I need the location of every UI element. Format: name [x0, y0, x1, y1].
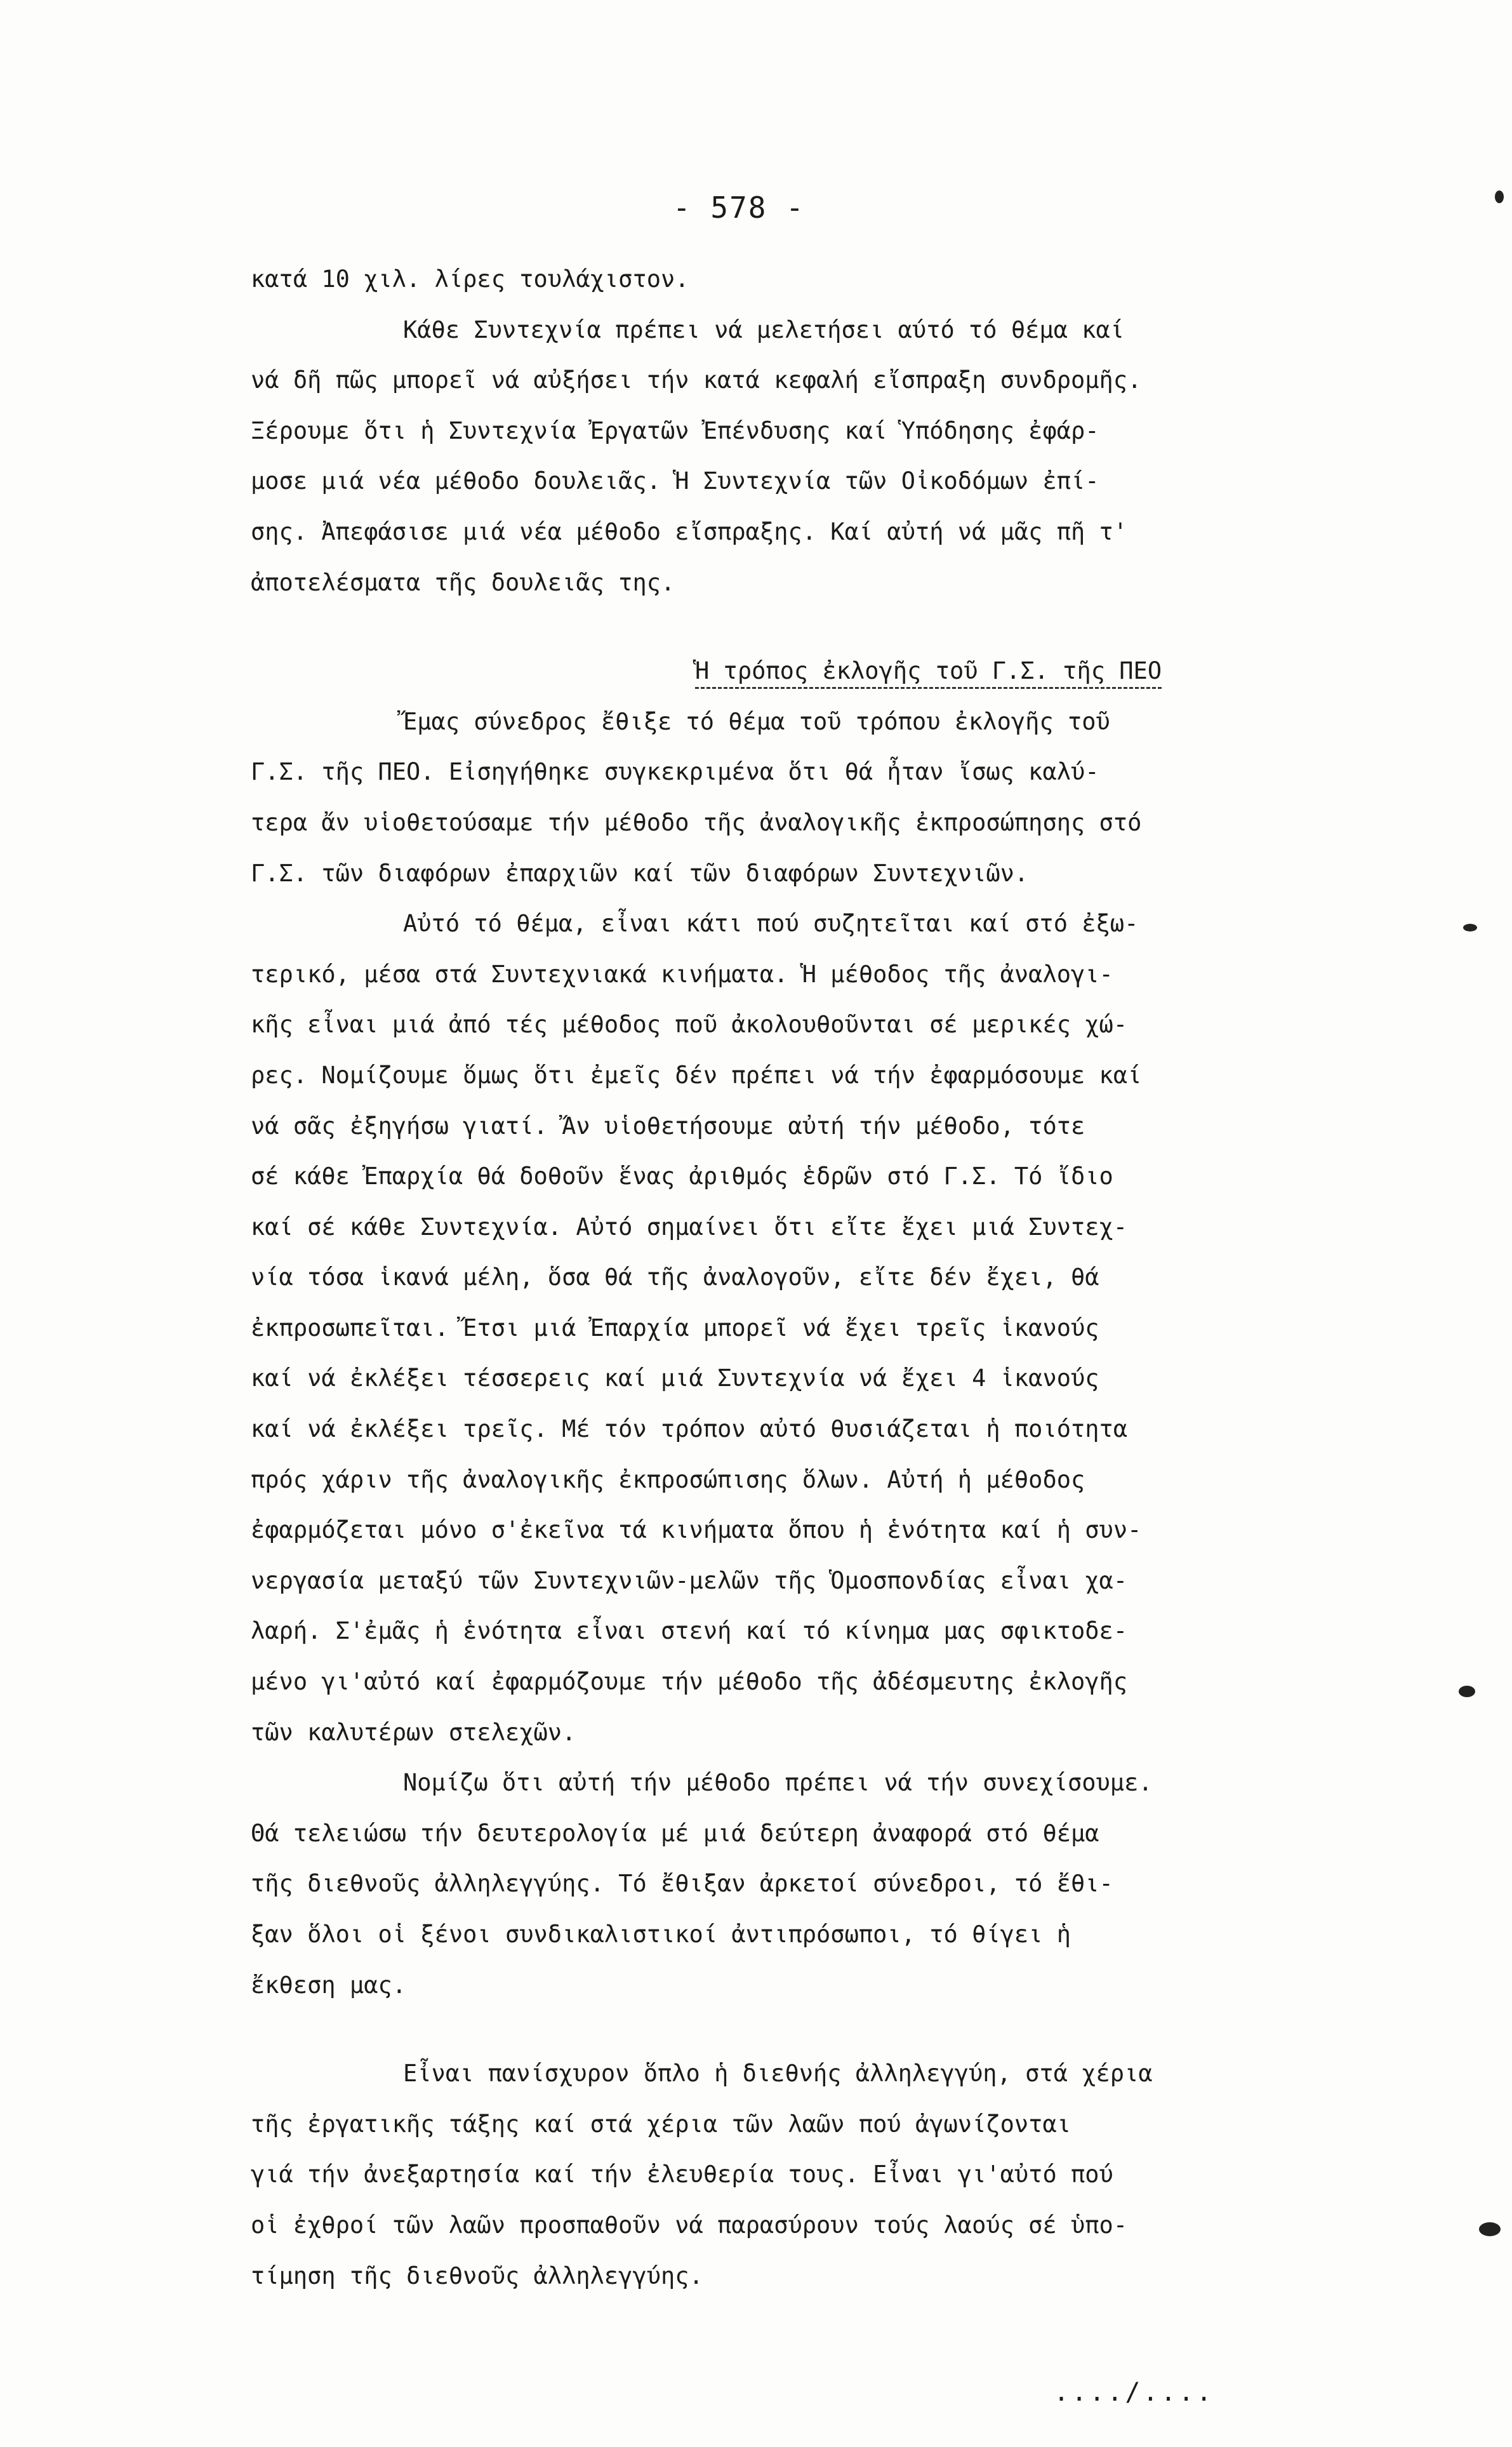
- paragraph-gap: [251, 608, 1343, 646]
- document-body: [251, 254, 1343, 2301]
- text-line: Γ.Σ. τῶν διαφόρων ἐπαρχιῶν καί τῶν διαφόρων Συντεχνιῶν.: [251, 859, 1029, 887]
- text-line: Εἶναι πανίσχυρον ὅπλο ἡ διεθνής ἀλληλεγγύη, στά χέρια: [403, 2060, 1153, 2088]
- section-heading: [251, 646, 1343, 697]
- text-line: σέ κάθε Ἐπαρχία θά δοθοῦν ἕνας ἀριθμός ἑδρῶν στό Γ.Σ. Τό ἴδιο: [251, 1163, 1113, 1190]
- text-line: τίμηση τῆς διεθνοῦς ἀλληλεγγύης.: [251, 2262, 703, 2290]
- text-line: νά δῆ πῶς μπορεῖ νά αὐξήσει τήν κατά κεφαλή εἴσπραξη συνδρομῆς.: [251, 366, 1142, 394]
- text-line: τερα ἄν υἱοθετούσαμε τήν μέθοδο τῆς ἀναλογικῆς ἐκπροσώπησης στό: [251, 808, 1142, 836]
- text-line: κῆς εἶναι μιά ἀπό τές μέθοδος ποῦ ἀκολουθοῦνται σέ μερικές χώ-: [251, 1011, 1128, 1039]
- text-line: τερικό, μέσα στά Συντεχνιακά κινήματα. Ἡ μέθοδος τῆς ἀναλογι-: [251, 960, 1113, 988]
- scan-speck: [1479, 2222, 1501, 2236]
- text-line: ἐκπροσωπεῖται. Ἔτσι μιά Ἐπαρχία μπορεῖ νά ἔχει τρεῖς ἱκανούς: [251, 1314, 1099, 1342]
- scan-speck: [1495, 190, 1504, 203]
- text-line: Νομίζω ὅτι αὐτή τήν μέθοδο πρέπει νά τήν συνεχίσουμε.: [403, 1769, 1153, 1797]
- text-line: Ξέρουμε ὅτι ἡ Συντεχνία Ἐργατῶν Ἐπένδυσης καί Ὑπόδησης ἐφάρ-: [251, 417, 1099, 444]
- text-line: κατά 10 χιλ. λίρες τουλάχιστον.: [251, 265, 689, 293]
- section-heading-text: Ἡ τρόπος ἐκλογῆς τοῦ Γ.Σ. τῆς ΠΕΟ: [695, 657, 1162, 689]
- text-line: καί σέ κάθε Συντεχνία. Αὐτό σημαίνει ὅτι εἴτε ἔχει μιά Συντεχ-: [251, 1213, 1128, 1241]
- text-line: πρός χάριν τῆς ἀναλογικῆς ἐκπροσώπισης ὅλων. Αὐτή ἡ μέθοδος: [251, 1465, 1085, 1493]
- text-line: ἐφαρμόζεται μόνο σ'ἐκεῖνα τά κινήματα ὅπου ἡ ἑνότητα καί ἡ συν-: [251, 1516, 1142, 1544]
- text-line: Αὐτό τό θέμα, εἶναι κάτι πού συζητεῖται καί στό ἐξω-: [403, 910, 1139, 938]
- paragraph-gap: [251, 2010, 1343, 2048]
- text-line: γιά τήν ἀνεξαρτησία καί τήν ἐλευθερία τους. Εἶναι γι'αὐτό πού: [251, 2161, 1113, 2189]
- scan-speck: [1459, 1686, 1475, 1697]
- text-line: ξαν ὅλοι οἱ ξένοι συνδικαλιστικοί ἀντιπρόσωποι, τό θίγει ἡ: [251, 1921, 1071, 1948]
- text-line: ρες. Νομίζουμε ὅμως ὅτι ἐμεῖς δέν πρέπει νά τήν ἐφαρμόσουμε καί: [251, 1061, 1142, 1089]
- text-line: μοσε μιά νέα μέθοδο δουλειᾶς. Ἡ Συντεχνία τῶν Οἰκοδόμων ἐπί-: [251, 467, 1099, 495]
- text-line: τῆς ἐργατικῆς τάξης καί στά χέρια τῶν λαῶν πού ἀγωνίζονται: [251, 2110, 1071, 2138]
- text-line: τῶν καλυτέρων στελεχῶν.: [251, 1718, 576, 1746]
- scan-speck: [1463, 924, 1477, 931]
- text-line: σης. Ἀπεφάσισε μιά νέα μέθοδο εἴσπραξης. Καί αὐτή νά μᾶς πῆ τ': [251, 517, 1128, 545]
- text-line: Ἔμας σύνεδρος ἔθιξε τό θέμα τοῦ τρόπου ἐκλογῆς τοῦ: [403, 707, 1110, 735]
- text-line: ἔκθεση μας.: [251, 1971, 407, 1999]
- text-line: λαρή. Σ'ἐμᾶς ἡ ἑνότητα εἶναι στενή καί τό κίνημα μας σφικτοδε-: [251, 1617, 1128, 1645]
- text-line: τῆς διεθνοῦς ἀλληλεγγύης. Τό ἔθιξαν ἀρκετοί σύνεδροι, τό ἔθι-: [251, 1870, 1113, 1898]
- continuation-mark: ..../....: [1054, 2378, 1214, 2407]
- text-line: οἱ ἐχθροί τῶν λαῶν προσπαθοῦν νά παρασύρουν τούς λαούς σέ ὑπο-: [251, 2211, 1128, 2239]
- text-line: Θά τελειώσω τήν δευτερολογία μέ μιά δεύτερη ἀναφορά στό θέμα: [251, 1819, 1099, 1847]
- text-line: ἀποτελέσματα τῆς δουλειᾶς της.: [251, 568, 675, 596]
- text-line: καί νά ἐκλέξει τέσσερεις καί μιά Συντεχνία νά ἔχει 4 ἱκανούς: [251, 1364, 1099, 1392]
- text-line: νά σᾶς ἐξηγήσω γιατί. Ἄν υἱοθετήσουμε αὐτή τήν μέθοδο, τότε: [251, 1112, 1085, 1140]
- text-line: Κάθε Συντεχνία πρέπει νά μελετήσει αύτό τό θέμα καί: [403, 316, 1125, 343]
- text-line: Γ.Σ. τῆς ΠΕΟ. Εἰσηγήθηκε συγκεκριμένα ὅτι θά ἦταν ἴσως καλύ-: [251, 758, 1099, 786]
- text-line: νία τόσα ἱκανά μέλη, ὅσα θά τῆς ἀναλογοῦν, εἴτε δέν ἔχει, θά: [251, 1264, 1099, 1291]
- text-line: μένο γι'αὐτό καί ἐφαρμόζουμε τήν μέθοδο τῆς ἀδέσμευτης ἐκλογῆς: [251, 1668, 1128, 1696]
- text-line: καί νά ἐκλέξει τρεῖς. Μέ τόν τρόπον αὐτό θυσιάζεται ἡ ποιότητα: [251, 1415, 1128, 1443]
- text-line: νεργασία μεταξύ τῶν Συντεχνιῶν-μελῶν τῆς Ὁμοσπονδίας εἶναι χα-: [251, 1566, 1128, 1594]
- page-number: - 578 -: [673, 190, 805, 225]
